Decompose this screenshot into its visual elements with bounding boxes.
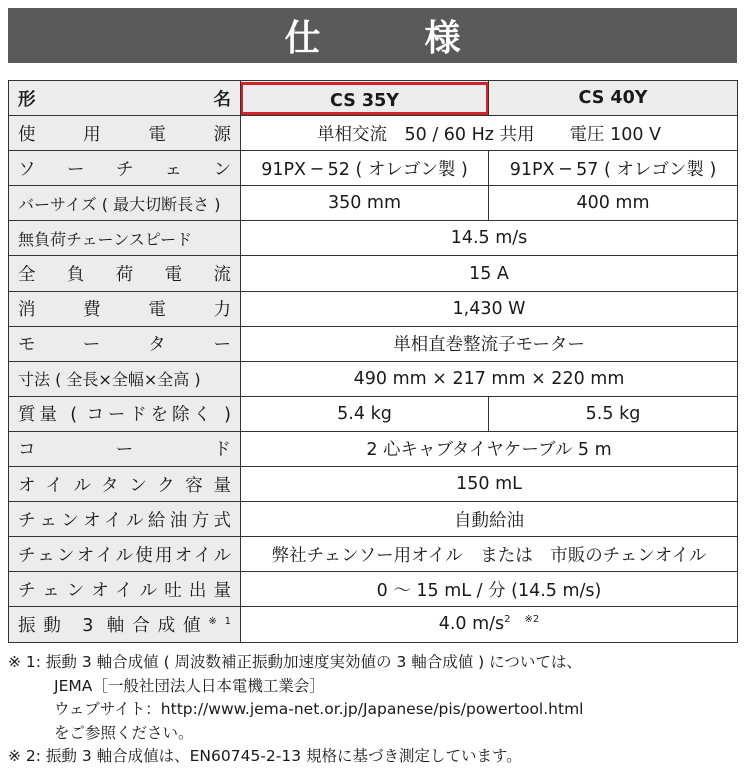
- footnote-line: をご参照ください。: [54, 723, 194, 742]
- spec-row: [9, 431, 738, 466]
- footnote-line: ※ 1: 振動 3 軸合成値 ( 周波数補正振動加速度実効値の 3 軸合成値 ) については、: [8, 653, 582, 671]
- spec-title: 仕 様: [284, 18, 495, 59]
- spec-row: [9, 396, 738, 431]
- spec-row: [9, 361, 738, 396]
- spec-value: [241, 467, 738, 502]
- spec-value: [241, 572, 738, 607]
- spec-label: [9, 502, 241, 537]
- footnote-marker: ※2: [524, 614, 540, 626]
- spec-value: [241, 431, 738, 466]
- spec-label-text: チェンオイル使用オイル: [18, 545, 231, 566]
- spec-value-text: 1,430 W: [452, 298, 526, 319]
- spec-row: [9, 326, 738, 361]
- spec-row: [9, 467, 738, 502]
- spec-label: 形名: [9, 81, 241, 116]
- spec-title-banner: [8, 8, 737, 63]
- spec-label-text: ソーチェン: [18, 159, 231, 180]
- spec-value-text: 0 ～ 15 mL / 分 (14.5 m/s): [376, 580, 602, 601]
- spec-label: [9, 256, 241, 291]
- spec-label: [9, 151, 241, 186]
- spec-value-text: 15 A: [469, 263, 509, 284]
- spec-label: [9, 572, 241, 607]
- footnote-line: ※ 2: 振動 3 軸合成値は、EN60745-2-13 規格に基づき測定しています。: [8, 747, 522, 765]
- spec-row: [9, 291, 738, 326]
- spec-row: [9, 256, 738, 291]
- spec-row: [9, 221, 738, 256]
- spec-value-text: 単相直巻整流子モーター: [393, 335, 585, 356]
- spec-label-text: 使用電源: [18, 124, 231, 145]
- spec-label: [9, 326, 241, 361]
- footnote-line: JEMA［一般社団法人日本電機工業会］: [54, 676, 325, 695]
- spec-row: [9, 572, 738, 607]
- spec-value: 5.5 kg: [489, 396, 738, 431]
- spec-row: [9, 116, 738, 151]
- spec-value-text: 自動給油: [454, 510, 524, 531]
- spec-label: [9, 396, 241, 431]
- spec-label-text: 振動 3 軸合成値: [18, 615, 209, 636]
- spec-header-row: [9, 81, 738, 116]
- footnote-marker: ※1: [208, 615, 231, 627]
- spec-value: 5.4 kg: [241, 396, 489, 431]
- spec-value-text: 2 心キャブタイヤケーブル 5 m: [366, 440, 612, 461]
- spec-label: [9, 467, 241, 502]
- spec-value-text: 150 mL: [456, 474, 522, 495]
- spec-label-text: バーサイズ ( 最大切断長さ ): [18, 194, 221, 214]
- unit-exponent: 2: [504, 614, 511, 626]
- spec-label-text: オイルタンク容量: [18, 475, 231, 496]
- spec-label-text: 質量 ( コードを除く ): [18, 405, 231, 426]
- spec-value: 91PX ─ 52 ( オレゴン製 ): [241, 151, 489, 186]
- spec-label-text: チェンオイル給油方式: [18, 510, 231, 531]
- spec-label-text: 消費電力: [18, 300, 231, 321]
- spec-value-text: 単相交流 50 / 60 Hz 共用 電圧 100 V: [316, 124, 662, 145]
- spec-value: [241, 502, 738, 537]
- spec-value: [241, 361, 738, 396]
- spec-label-text: 全負荷電流: [18, 265, 231, 286]
- spec-value: 91PX ─ 57 ( オレゴン製 ): [489, 151, 738, 186]
- spec-label-text: 寸法 ( 全長×全幅×全高 ): [18, 370, 201, 390]
- spec-label: [9, 221, 241, 256]
- spec-row: [9, 186, 738, 221]
- spec-value: [241, 537, 738, 572]
- spec-value-text: 14.5 m/s: [450, 228, 528, 249]
- spec-label-text: コード: [18, 440, 231, 461]
- model-name-highlighted: CS 35Y: [241, 82, 489, 115]
- spec-value-text: 490 mm × 217 mm × 220 mm: [353, 368, 625, 389]
- spec-label: [9, 431, 241, 466]
- spec-value: 400 mm: [489, 186, 738, 221]
- spec-row: [9, 502, 738, 537]
- footnote-line: ウェブサイト：http://www.jema-net.or.jp/Japanese/pis/powertool.html: [54, 700, 584, 718]
- spec-value: [241, 291, 738, 326]
- spec-row: [9, 607, 738, 642]
- spec-row: [9, 537, 738, 572]
- spec-value: [241, 326, 738, 361]
- spec-label: [9, 291, 241, 326]
- spec-value: [241, 116, 738, 151]
- spec-label: [9, 537, 241, 572]
- model-name: CS 40Y: [489, 81, 738, 116]
- spec-row: [9, 151, 738, 186]
- spec-label: [9, 361, 241, 396]
- spec-value: 350 mm: [241, 186, 489, 221]
- spec-value: [241, 221, 738, 256]
- spec-value: [241, 256, 738, 291]
- spec-label-text: 無負荷チェーンスピード: [18, 229, 193, 249]
- spec-label-text: モーター: [18, 335, 231, 356]
- spec-value: [241, 607, 738, 642]
- spec-label: [9, 116, 241, 151]
- model-cs35y-cell: [241, 81, 489, 116]
- spec-value-text: 4.0 m/s: [438, 614, 505, 635]
- spec-table: [8, 80, 738, 643]
- spec-label-text: チェンオイル吐出量: [18, 580, 231, 601]
- spec-label: [9, 607, 241, 642]
- footnotes: [8, 651, 737, 769]
- spec-label: [9, 186, 241, 221]
- spec-value-text: 弊社チェンソー用オイル または 市販のチェンオイル: [271, 545, 707, 566]
